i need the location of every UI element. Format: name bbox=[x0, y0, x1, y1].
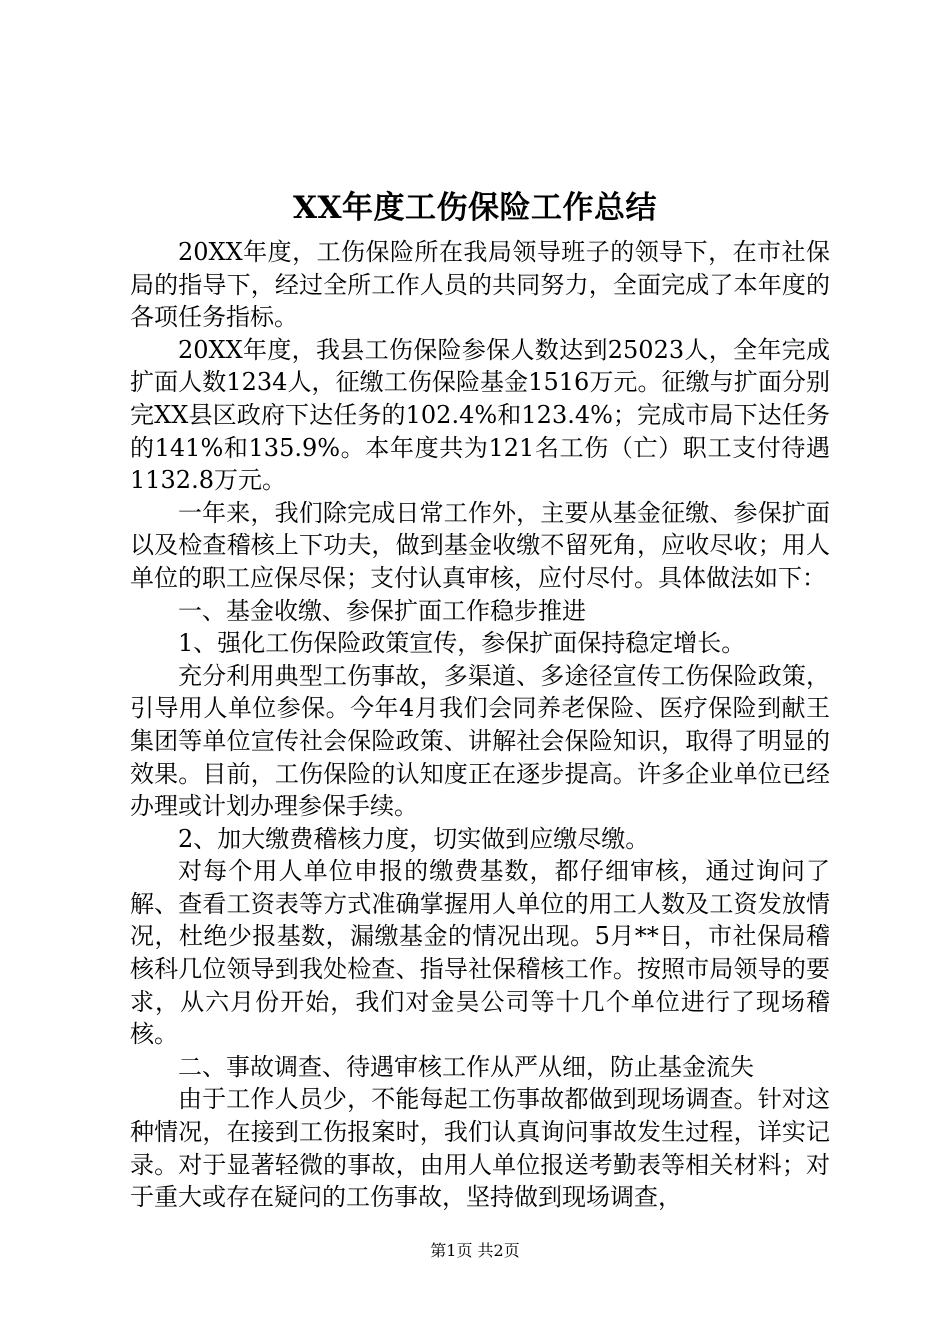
subsection-heading: 1、强化工伤保险政策宣传，参保扩面保持稳定增长。 bbox=[178, 629, 746, 658]
document-body bbox=[130, 236, 830, 1214]
paragraph: 一年来，我们除完成日常工作外，主要从基金征缴、参保扩面以及检查稽核上下功夫，做到基金收缴不留死角，应收尽收；用人单位的职工应保尽保；支付认真审核，应付尽付。具体做法如下： bbox=[130, 498, 830, 592]
section-heading: 二、事故调查、待遇审核工作从严从细，防止基金流失 bbox=[178, 1052, 754, 1081]
paragraph: 20XX年度，工伤保险所在我局领导班子的领导下，在市社保局的指导下，经过全所工作人员的共同努力，全面完成了本年度的各项任务指标。 bbox=[130, 238, 830, 332]
page-footer: 第1页 共2页 bbox=[430, 1241, 520, 1260]
paragraph: 充分利用典型工伤事故，多渠道、多途径宣传工伤保险政策，引导用人单位参保。今年4月我们会同养老保险、医疗保险到献王集团等单位宣传社会保险政策、讲解社会保险知识，取得了明显的效果。目前，工伤保险的认知度正在逐步提高。许多企业单位已经办理或计划办理参保手续。 bbox=[130, 661, 830, 821]
paragraph: 对每个用人单位申报的缴费基数，都仔细审核，通过询问了解、查看工资表等方式准确掌握用人单位的用工人数及工资发放情况，杜绝少报基数，漏缴基金的情况出现。5月**日，市社保局稽核科几位领导到我处检查、指导社保稽核工作。按照市局领导的要求，从六月份开始，我们对金昊公司等十几个单位进行了现场稽核。 bbox=[130, 857, 830, 1049]
paragraph: 由于工作人员少，不能每起工伤事故都做到现场调查。针对这种情况，在接到工伤报案时，我们认真询问事故发生过程，详实记录。对于显著轻微的事故，由用人单位报送考勤表等相关材料；对于重大或存在疑问的工伤事故，坚持做到现场调查， bbox=[130, 1085, 830, 1212]
section-heading: 一、基金收缴、参保扩面工作稳步推进 bbox=[178, 596, 586, 625]
subsection-heading: 2、加大缴费稽核力度，切实做到应缴尽缴。 bbox=[178, 824, 650, 853]
paragraph: 20XX年度，我县工伤保险参保人数达到25023人，全年完成扩面人数1234人，征缴工伤保险基金1516万元。征缴与扩面分别完XX县区政府下达任务的102.4%和123.4%；完成市局下达任务的141%和135.9%。本年度共为121名工伤（亡）职工支付待遇1132.8万元。 bbox=[130, 335, 830, 495]
document-title: XX年度工伤保险工作总结 bbox=[292, 190, 658, 226]
